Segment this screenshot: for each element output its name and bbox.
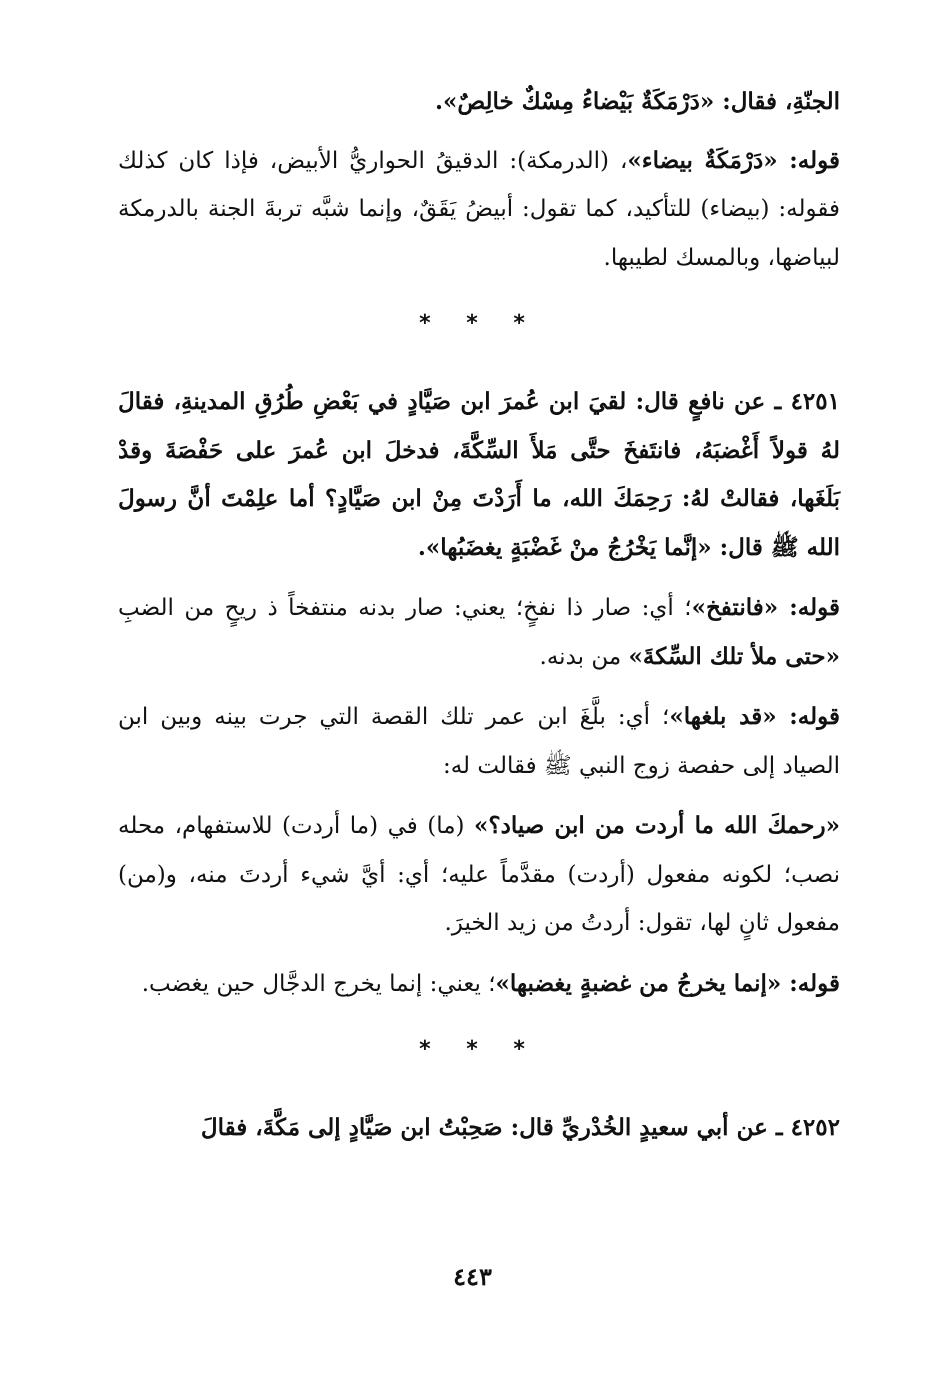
text-run: ؛ أي: بلَّغَ ابن عمر تلك القصة التي جرت بينه وبين ابن الصياد إلى حفصة زوج النبي ﷺ فقالت له:	[118, 704, 840, 779]
text-run: ؛ يعني: إنما يخرج الدجَّال حين يغضب.	[141, 970, 496, 997]
page-number: ٤٤٣	[453, 1262, 492, 1291]
text-run: قوله: «دَرْمَكَةٌ بيضاء»	[627, 146, 840, 174]
paragraph-commentary-ghadba	[118, 960, 840, 1009]
text-run: قوله: «إنما يخرجُ من غضبةٍ يغضبها»	[495, 969, 840, 997]
text-run: (ما) في (ما أردت) للاستفهام، محله نصب؛ لكونه مفعول (أردت) مقدَّماً عليه؛ أي: أيَّ شيء أردتَ منه، و(من) مفعول ثانٍ لها، تقول: أردتُ من زيد الخيرَ.	[118, 813, 840, 936]
paragraph-hadith-4251	[118, 378, 840, 572]
text-run: «حتى ملأ تلك السِّكةَ»	[628, 642, 840, 670]
paragraph-commentary-darmaka	[118, 137, 840, 283]
text-run: ٤٢٥١ ـ عن نافعٍ قال: لقيَ ابن عُمرَ ابن صَيَّادٍ في بَعْضِ طُرُقِ المدينةِ، فقالَ لهُ قولاً أَغْضبَهُ، فانتَفخَ حتَّى مَلأَ السِّكَّةَ، فدخلَ ابن عُمرَ على حَفْصَةَ وقدْ بَلَغَها، فقالتْ لهُ: رَحِمَكَ الله، ما أَرَدْتَ مِنْ ابن صَيَّادٍ؟ أما علِمْتَ أنَّ رسولَ الله ﷺ قال: «إنَّما يَخْرُجُ منْ غَضْبَةٍ يغضَبُها».	[118, 388, 840, 561]
text-run: قوله: «قد بلغها»	[669, 703, 840, 730]
text-run: قوله: «فانتفخ»	[691, 594, 840, 621]
text-run: ٤٢٥٢ ـ عن أبي سعيدٍ الخُدْريِّ قال: صَحِبْتُ ابن صَيَّادٍ إلى مَكَّةَ، فقالَ	[200, 1114, 840, 1141]
paragraph-commentary-rahimaka	[118, 802, 840, 948]
section-separator: * * *	[419, 311, 539, 336]
paragraph-hadith-4252	[118, 1104, 840, 1153]
paragraph-continuation	[118, 78, 840, 127]
paragraph-commentary-intafakha	[118, 584, 840, 681]
paragraph-commentary-balaghaha	[118, 693, 840, 790]
page-body	[118, 78, 840, 1165]
section-separator: * * *	[419, 1037, 539, 1062]
text-run: «رحمكَ الله ما أردت من ابن صياد؟»	[474, 812, 841, 839]
text-run: من بدنه.	[539, 643, 629, 670]
text-run: ؛ أي: صار ذا نفخٍ؛ يعني: صار بدنه منتفخاً ذ ريحٍ من الضبِ	[118, 595, 692, 621]
text-run: ، (الدرمكة): الدقيقُ الحواريُّ الأبيض، فإذا كان كذلك فقوله: (بيضاء) للتأكيد، كما تقول: أبيضُ يَقَقٌ، وإنما شبَّه تربةَ الجنة بالدرمكة لبياضها، وبالمسك لطيبها.	[118, 147, 840, 271]
text-run: الجنّةِ، فقال: «دَرْمَكَةٌ بَيْضاءُ مِسْكٌ خالِصٌ».	[434, 88, 840, 115]
